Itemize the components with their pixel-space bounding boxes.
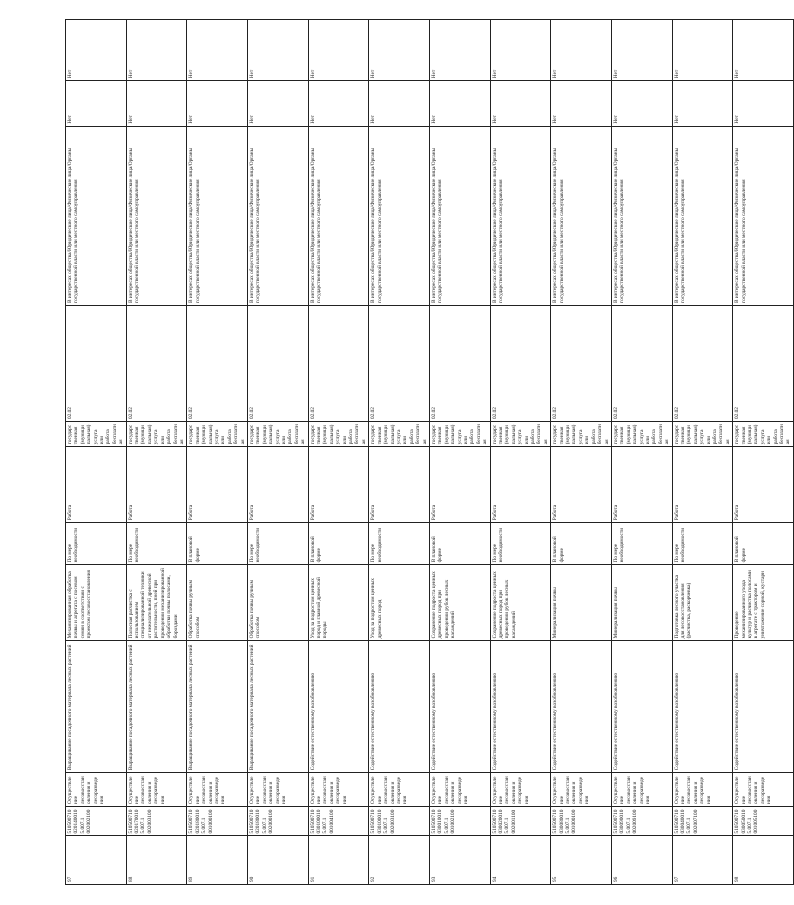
cell-code: 5105007100300400105.007.1 002007100: [672, 806, 733, 836]
table-row: [187, 20, 248, 885]
cell-form: По мере необходимости: [611, 523, 672, 565]
cell-content2: Механизированная обработка почвы и агрегата с посевом семян в соответствии с проектом лесовосстановления: [66, 565, 127, 641]
cell-type: Работа: [187, 447, 248, 523]
cell-category: государственная (муниципальная) услуга или работа бесплатная: [66, 421, 127, 446]
cell-type: Работа: [308, 447, 369, 523]
cell-f1: Нет: [672, 81, 733, 126]
cell-type: Работа: [672, 447, 733, 523]
cell-content: Выращивание посадочного материала лесных растений: [187, 641, 248, 773]
cell-name: Осуществление лесовосстановления и лесоразведения: [187, 773, 248, 807]
cell-category: государственная (муниципальная) услуга или работа бесплатная: [551, 421, 612, 446]
cell-consumer: В интересах общества/Юридические лица/Физические лица/Органы государственной власти или местного самоуправления: [551, 126, 612, 305]
cell-consumer: В интересах общества/Юридические лица/Физические лица/Органы государственной власти или местного самоуправления: [429, 126, 490, 305]
cell-f1: Нет: [66, 81, 127, 126]
cell-okved: 02.02: [672, 305, 733, 421]
cell-n: 93: [429, 836, 490, 885]
cell-name: Осуществление лесовосстановления и лесоразведения: [551, 773, 612, 807]
cell-f1: Нет: [429, 81, 490, 126]
cell-form: По мере необходимости: [126, 523, 187, 565]
cell-n: 96: [611, 836, 672, 885]
cell-content2: Обработка почвы ручным способом: [247, 565, 308, 641]
cell-content2: Сохранение подроста ценных древесных пород при проведении рубок лесных насаждений: [490, 565, 551, 641]
cell-n: 97: [672, 836, 733, 885]
cell-consumer: В интересах общества/Юридические лица/Физические лица/Органы государственной власти или местного самоуправления: [247, 126, 308, 305]
table-row: [733, 20, 794, 885]
cell-form: В плановой форме: [733, 523, 794, 565]
cell-content2: Подготовка лесного участка для лесовосстановления (расчистка, раскорчевка): [672, 565, 733, 641]
cell-okved: 02.02: [308, 305, 369, 421]
cell-type: Работа: [66, 447, 127, 523]
cell-content2: Минерализация почвы: [551, 565, 612, 641]
cell-f2: Нет: [733, 20, 794, 81]
cell-category: государственная (муниципальная) услуга или работа бесплатная: [247, 421, 308, 446]
cell-okved: 02.02: [187, 305, 248, 421]
cell-name: Осуществление лесовосстановления и лесоразведения: [672, 773, 733, 807]
cell-code: 5105007100201700105.007.1 002003100: [126, 806, 187, 836]
cell-n: 91: [308, 836, 369, 885]
cell-form: В плановой форме: [187, 523, 248, 565]
cell-f2: Нет: [187, 20, 248, 81]
cell-f2: Нет: [308, 20, 369, 81]
cell-name: Осуществление лесовосстановления и лесоразведения: [490, 773, 551, 807]
cell-f2: Нет: [551, 20, 612, 81]
cell-f2: Нет: [490, 20, 551, 81]
cell-code: 5105007100201400105.007.1 002002100: [66, 806, 127, 836]
cell-name: Осуществление лесовосстановления и лесоразведения: [308, 773, 369, 807]
cell-okved: 02.02: [369, 305, 430, 421]
table-row: [126, 20, 187, 885]
cell-content: Содействие естественному возобновлению: [611, 641, 672, 773]
cell-n: 98: [733, 836, 794, 885]
cell-content2: Минерализация почвы: [611, 565, 672, 641]
cell-category: государственная (муниципальная) услуга или работа бесплатная: [187, 421, 248, 446]
cell-consumer: В интересах общества/Юридические лица/Физические лица/Органы государственной власти или местного самоуправления: [369, 126, 430, 305]
cell-name: Осуществление лесовосстановления и лесоразведения: [369, 773, 430, 807]
cell-consumer: В интересах общества/Юридические лица/Физические лица/Органы государственной власти или местного самоуправления: [126, 126, 187, 305]
cell-code: 5105007100201800105.007.1 001000100: [187, 806, 248, 836]
cell-f1: Нет: [490, 81, 551, 126]
cell-category: государственная (муниципальная) услуга или работа бесплатная: [369, 421, 430, 446]
table-row: [551, 20, 612, 885]
cell-form: В плановой форме: [429, 523, 490, 565]
table-row: [369, 20, 430, 885]
cell-code: 5105007100201800105.007.1 002000100: [247, 806, 308, 836]
cell-code: 5105007100300100105.007.1 001002100: [429, 806, 490, 836]
cell-content: Содействие естественному возобновлению: [672, 641, 733, 773]
cell-code: 5105007100301000105.007.1 001004100: [308, 806, 369, 836]
cell-okved: 02.02: [611, 305, 672, 421]
cell-category: государственная (муниципальная) услуга или работа бесплатная: [733, 421, 794, 446]
cell-code: 5105007100300200105.007.1 002001100: [490, 806, 551, 836]
cell-f1: Нет: [187, 81, 248, 126]
cell-consumer: В интересах общества/Юридические лица/Физические лица/Органы государственной власти или местного самоуправления: [672, 126, 733, 305]
cell-consumer: В интересах общества/Юридические лица/Физические лица/Органы государственной власти или местного самоуправления: [733, 126, 794, 305]
cell-type: Работа: [126, 447, 187, 523]
cell-n: 90: [247, 836, 308, 885]
rotated-table-wrapper: [65, 19, 792, 885]
cell-n: 97: [66, 836, 127, 885]
cell-f1: Нет: [369, 81, 430, 126]
cell-f1: Нет: [551, 81, 612, 126]
cell-category: государственная (муниципальная) услуга или работа бесплатная: [126, 421, 187, 446]
table-row: [247, 20, 308, 885]
cell-name: Осуществление лесовосстановления и лесоразведения: [429, 773, 490, 807]
cell-name: Осуществление лесовосстановления и лесоразведения: [611, 773, 672, 807]
cell-n: 89: [187, 836, 248, 885]
services-table: [65, 19, 794, 885]
cell-type: Работа: [247, 447, 308, 523]
cell-okved: 02.02: [733, 305, 794, 421]
cell-f1: Нет: [733, 81, 794, 126]
cell-okved: 02.02: [66, 305, 127, 421]
cell-f1: Нет: [126, 81, 187, 126]
cell-type: Работа: [429, 447, 490, 523]
cell-f2: Нет: [672, 20, 733, 81]
cell-code: 5105007100301000105.007.1 002003100: [369, 806, 430, 836]
cell-content2: Уход за подростом ценных древесных пород: [369, 565, 430, 641]
cell-consumer: В интересах общества/Юридические лица/Физические лица/Органы государственной власти или местного самоуправления: [308, 126, 369, 305]
cell-type: Работа: [551, 447, 612, 523]
cell-f1: Нет: [611, 81, 672, 126]
cell-okved: 02.02: [551, 305, 612, 421]
cell-okved: 02.02: [247, 305, 308, 421]
cell-content: Содействие естественному возобновлению: [551, 641, 612, 773]
table-row: [429, 20, 490, 885]
cell-form: В плановой форме: [308, 523, 369, 565]
cell-name: Осуществление лесовосстановления и лесоразведения: [733, 773, 794, 807]
cell-okved: 02.02: [429, 305, 490, 421]
cell-f2: Нет: [429, 20, 490, 81]
cell-consumer: В интересах общества/Юридические лица/Физические лица/Органы государственной власти или местного самоуправления: [611, 126, 672, 305]
table-row: [308, 20, 369, 885]
cell-content: Содействие естественному возобновлению: [490, 641, 551, 773]
cell-code: 5105007100300500105.007.1 001005100: [733, 806, 794, 836]
cell-type: Работа: [733, 447, 794, 523]
cell-f2: Нет: [126, 20, 187, 81]
cell-content2: Проведение механизированного ухода культур и расчистка полосами в агрегате с трактором и уничтожение сорной, кустарн: [733, 565, 794, 641]
cell-content2: Обработка почвы ручным способом: [187, 565, 248, 641]
cell-f2: Нет: [247, 20, 308, 81]
cell-form: По мере необходимости: [490, 523, 551, 565]
cell-okved: 02.02: [490, 305, 551, 421]
cell-category: государственная (муниципальная) услуга или работа бесплатная: [429, 421, 490, 446]
cell-category: государственная (муниципальная) услуга или работа бесплатная: [672, 421, 733, 446]
cell-n: 88: [126, 836, 187, 885]
cell-consumer: В интересах общества/Юридические лица/Физические лица/Органы государственной власти или местного самоуправления: [66, 126, 127, 305]
cell-f2: Нет: [66, 20, 127, 81]
cell-f1: Нет: [247, 81, 308, 126]
cell-content2: Полосная расчистка с использованием специализированной техники от нежелательной древесной растительности, пней при проведении механизированной обработки почвы полосами, бороздами: [126, 565, 187, 641]
cell-content: Содействие естественному возобновлению: [429, 641, 490, 773]
cell-type: Работа: [369, 447, 430, 523]
cell-form: По мере необходимости: [66, 523, 127, 565]
cell-n: 92: [369, 836, 430, 885]
cell-code: 5105007100300900105.007.1 002009100: [611, 806, 672, 836]
cell-content: Выращивание посадочного материала лесных растений: [247, 641, 308, 773]
cell-code: 5105007100300800105.007.1 001000100: [551, 806, 612, 836]
cell-type: Работа: [611, 447, 672, 523]
table-row: [672, 20, 733, 885]
cell-f2: Нет: [611, 20, 672, 81]
cell-content: Выращивание посадочного материала лесных растений: [126, 641, 187, 773]
cell-f1: Нет: [308, 81, 369, 126]
cell-category: государственная (муниципальная) услуга или работа бесплатная: [490, 421, 551, 446]
cell-name: Осуществление лесовосстановления и лесоразведения: [66, 773, 127, 807]
cell-content: Содействие естественному возобновлению: [733, 641, 794, 773]
cell-content: Выращивание посадочного материала лесных растений: [66, 641, 127, 773]
cell-content: Содействие естественному возобновлению: [308, 641, 369, 773]
cell-category: государственная (муниципальная) услуга или работа бесплатная: [611, 421, 672, 446]
cell-name: Осуществление лесовосстановления и лесоразведения: [126, 773, 187, 807]
cell-f2: Нет: [369, 20, 430, 81]
cell-category: государственная (муниципальная) услуга или работа бесплатная: [308, 421, 369, 446]
cell-form: В плановой форме: [551, 523, 612, 565]
cell-consumer: В интересах общества/Юридические лица/Физические лица/Органы государственной власти или местного самоуправления: [187, 126, 248, 305]
cell-content2: Уход за подростом ценных пород и главной древесной породы: [308, 565, 369, 641]
table-row: [66, 20, 127, 885]
cell-form: По мере необходимости: [369, 523, 430, 565]
cell-okved: 02.02: [126, 305, 187, 421]
cell-content: Содействие естественному возобновлению: [369, 641, 430, 773]
cell-type: Работа: [490, 447, 551, 523]
cell-form: По мере необходимости: [672, 523, 733, 565]
table-row: [611, 20, 672, 885]
cell-n: 94: [490, 836, 551, 885]
cell-consumer: В интересах общества/Юридические лица/Физические лица/Органы государственной власти или местного самоуправления: [490, 126, 551, 305]
cell-form: По мере необходимости: [247, 523, 308, 565]
cell-n: 95: [551, 836, 612, 885]
table-row: [490, 20, 551, 885]
cell-name: Осуществление лесовосстановления и лесоразведения: [247, 773, 308, 807]
cell-content2: Сохранение подроста ценных древесных пород при проведении рубок лесных насаждений: [429, 565, 490, 641]
